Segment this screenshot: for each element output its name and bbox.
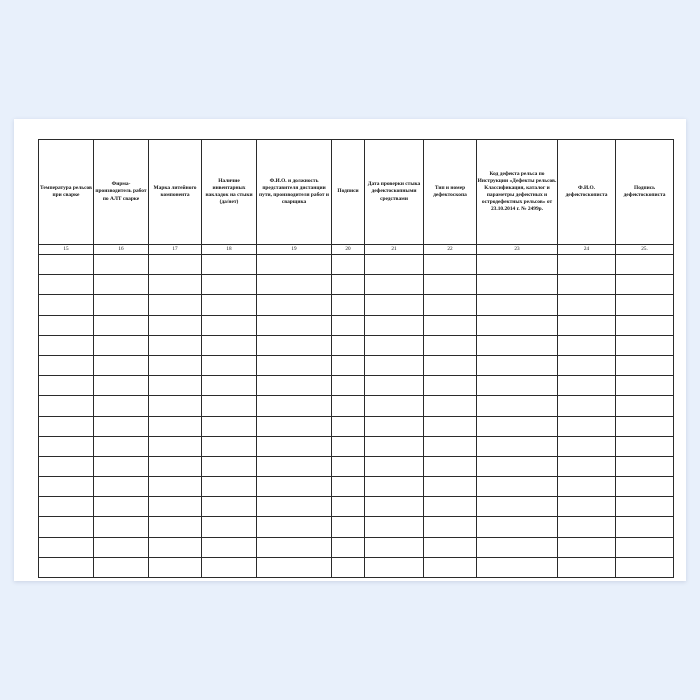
table-cell[interactable] [39, 376, 94, 396]
table-cell[interactable] [94, 456, 149, 476]
table-cell[interactable] [149, 255, 202, 275]
column-header: Подписи [332, 140, 365, 245]
column-number: 16 [94, 245, 149, 255]
table-cell[interactable] [94, 416, 149, 436]
table-cell[interactable] [365, 396, 424, 416]
column-header: Наличие инвентарных накладок на стыки (да/нет) [202, 140, 257, 245]
table-cell[interactable] [365, 275, 424, 295]
column-header: Марка литейного компонента [149, 140, 202, 245]
table-cell[interactable] [94, 335, 149, 355]
table-cell[interactable] [558, 517, 616, 537]
table-cell[interactable] [149, 517, 202, 537]
table-cell[interactable] [616, 255, 674, 275]
table-cell[interactable] [332, 436, 365, 456]
table-cell[interactable] [558, 456, 616, 476]
table-cell[interactable] [558, 557, 616, 577]
column-number: 17 [149, 245, 202, 255]
table-cell[interactable] [616, 416, 674, 436]
column-number: 25. [616, 245, 674, 255]
table-cell[interactable] [202, 396, 257, 416]
table-cell[interactable] [616, 335, 674, 355]
form-table [38, 139, 674, 578]
table-cell[interactable] [424, 355, 477, 375]
table-row [39, 315, 674, 335]
table-row [39, 355, 674, 375]
table-row [39, 456, 674, 476]
table-cell[interactable] [39, 396, 94, 416]
table-cell[interactable] [202, 255, 257, 275]
table-cell[interactable] [202, 355, 257, 375]
table-cell[interactable] [424, 315, 477, 335]
table-cell[interactable] [257, 456, 332, 476]
table-body [39, 255, 674, 578]
table-cell[interactable] [616, 557, 674, 577]
table-row [39, 477, 674, 497]
table-cell[interactable] [202, 315, 257, 335]
column-number: 15 [39, 245, 94, 255]
table-cell[interactable] [332, 416, 365, 436]
table-cell[interactable] [365, 416, 424, 436]
table-cell[interactable] [365, 537, 424, 557]
table-cell[interactable] [365, 436, 424, 456]
table-row [39, 537, 674, 557]
table-cell[interactable] [202, 456, 257, 476]
column-header: Тип и номер дефектоскопа [424, 140, 477, 245]
table-cell[interactable] [332, 355, 365, 375]
table-cell[interactable] [257, 376, 332, 396]
table-cell[interactable] [202, 477, 257, 497]
column-number: 21 [365, 245, 424, 255]
table-cell[interactable] [616, 517, 674, 537]
table-cell[interactable] [558, 255, 616, 275]
table-row [39, 416, 674, 436]
column-number: 22 [424, 245, 477, 255]
table-cell[interactable] [365, 557, 424, 577]
table-cell[interactable] [149, 275, 202, 295]
table-cell[interactable] [424, 537, 477, 557]
table-cell[interactable] [558, 355, 616, 375]
table-cell[interactable] [558, 416, 616, 436]
table-cell[interactable] [202, 416, 257, 436]
table-cell[interactable] [616, 477, 674, 497]
table-cell[interactable] [477, 456, 558, 476]
table-cell[interactable] [94, 396, 149, 416]
document-sheet [14, 119, 686, 581]
table-cell[interactable] [332, 537, 365, 557]
table-cell[interactable] [616, 537, 674, 557]
table-cell[interactable] [332, 517, 365, 537]
table-cell[interactable] [332, 315, 365, 335]
table-cell[interactable] [94, 376, 149, 396]
table-cell[interactable] [365, 497, 424, 517]
table-cell[interactable] [149, 557, 202, 577]
table-cell[interactable] [332, 477, 365, 497]
table-cell[interactable] [477, 376, 558, 396]
table-cell[interactable] [616, 436, 674, 456]
table-cell[interactable] [257, 355, 332, 375]
column-header: Температура рельсов при сварке [39, 140, 94, 245]
column-number: 18 [202, 245, 257, 255]
table-cell[interactable] [202, 517, 257, 537]
table-cell[interactable] [477, 295, 558, 315]
table-cell[interactable] [424, 477, 477, 497]
table-cell[interactable] [257, 557, 332, 577]
table-row [39, 295, 674, 315]
table-cell[interactable] [558, 436, 616, 456]
column-number: 19 [257, 245, 332, 255]
table-cell[interactable] [39, 295, 94, 315]
table-cell[interactable] [202, 335, 257, 355]
table-cell[interactable] [94, 255, 149, 275]
table-cell[interactable] [332, 295, 365, 315]
table-cell[interactable] [477, 537, 558, 557]
column-header: Ф.И.О. и должность представителя дистанции пути, производителя работ и сварщика [257, 140, 332, 245]
table-cell[interactable] [94, 315, 149, 335]
table-cell[interactable] [558, 537, 616, 557]
table-cell[interactable] [202, 376, 257, 396]
column-header: Ф.И.О. дефектоскописта [558, 140, 616, 245]
table-cell[interactable] [257, 436, 332, 456]
column-header: Дата проверки стыка дефектоскопными средствами [365, 140, 424, 245]
table-cell[interactable] [477, 517, 558, 537]
table-cell[interactable] [39, 517, 94, 537]
table-cell[interactable] [365, 456, 424, 476]
table-cell[interactable] [424, 376, 477, 396]
table-cell[interactable] [558, 295, 616, 315]
table-cell[interactable] [424, 295, 477, 315]
table-cell[interactable] [257, 335, 332, 355]
table-cell[interactable] [257, 315, 332, 335]
table-cell[interactable] [257, 295, 332, 315]
table-cell[interactable] [616, 497, 674, 517]
table-cell[interactable] [149, 497, 202, 517]
table-cell[interactable] [424, 275, 477, 295]
table-cell[interactable] [477, 396, 558, 416]
table-cell[interactable] [424, 497, 477, 517]
table-cell[interactable] [94, 477, 149, 497]
column-header: Код дефекта рельса по Инструкции «Дефекты рельсов. Классификация, каталог и параметры дефектных и остродефектных рельсов» от 23.10.2014 г. № 2499р. [477, 140, 558, 245]
table-cell[interactable] [257, 275, 332, 295]
table-cell[interactable] [149, 396, 202, 416]
table-row [39, 376, 674, 396]
table-cell[interactable] [94, 436, 149, 456]
table-cell[interactable] [477, 335, 558, 355]
table-cell[interactable] [202, 557, 257, 577]
table-cell[interactable] [202, 497, 257, 517]
table-cell[interactable] [424, 517, 477, 537]
table-cell[interactable] [424, 255, 477, 275]
table-cell[interactable] [477, 315, 558, 335]
table-cell[interactable] [616, 396, 674, 416]
column-number: 20 [332, 245, 365, 255]
table-cell[interactable] [39, 416, 94, 436]
table-cell[interactable] [332, 376, 365, 396]
table-cell[interactable] [94, 557, 149, 577]
table-cell[interactable] [332, 396, 365, 416]
table-cell[interactable] [424, 456, 477, 476]
table-row [39, 517, 674, 537]
table-cell[interactable] [149, 295, 202, 315]
table-cell[interactable] [257, 517, 332, 537]
table-cell[interactable] [202, 436, 257, 456]
column-number: 24 [558, 245, 616, 255]
table-cell[interactable] [616, 275, 674, 295]
table-cell[interactable] [149, 416, 202, 436]
table-cell[interactable] [365, 355, 424, 375]
table-cell[interactable] [94, 275, 149, 295]
column-number: 23 [477, 245, 558, 255]
table-cell[interactable] [257, 497, 332, 517]
table-cell[interactable] [257, 477, 332, 497]
table-row [39, 436, 674, 456]
table-cell[interactable] [39, 275, 94, 295]
header-row [39, 140, 674, 245]
table-cell[interactable] [257, 396, 332, 416]
table-cell[interactable] [477, 477, 558, 497]
column-header: Фирма-производитель работ по АЛТ сварке [94, 140, 149, 245]
table-cell[interactable] [424, 557, 477, 577]
table-cell[interactable] [39, 436, 94, 456]
table-cell[interactable] [149, 436, 202, 456]
table-row [39, 335, 674, 355]
table-cell[interactable] [616, 295, 674, 315]
table-cell[interactable] [39, 355, 94, 375]
table-cell[interactable] [39, 335, 94, 355]
table-cell[interactable] [558, 376, 616, 396]
table-cell[interactable] [477, 355, 558, 375]
table-cell[interactable] [477, 255, 558, 275]
table-cell[interactable] [477, 497, 558, 517]
table-cell[interactable] [558, 396, 616, 416]
table-row [39, 255, 674, 275]
table-cell[interactable] [424, 335, 477, 355]
table-cell[interactable] [365, 295, 424, 315]
table-cell[interactable] [558, 477, 616, 497]
table-cell[interactable] [257, 416, 332, 436]
table-cell[interactable] [39, 255, 94, 275]
table-cell[interactable] [39, 477, 94, 497]
table-cell[interactable] [149, 477, 202, 497]
column-number-row [39, 245, 674, 255]
table-cell[interactable] [477, 416, 558, 436]
table-row [39, 275, 674, 295]
table-cell[interactable] [332, 456, 365, 476]
table-cell[interactable] [616, 355, 674, 375]
table-cell[interactable] [332, 335, 365, 355]
table-row [39, 557, 674, 577]
table-cell[interactable] [332, 255, 365, 275]
table-cell[interactable] [39, 557, 94, 577]
table-cell[interactable] [424, 396, 477, 416]
table-cell[interactable] [616, 376, 674, 396]
table-cell[interactable] [365, 335, 424, 355]
table-cell[interactable] [365, 255, 424, 275]
table-cell[interactable] [558, 335, 616, 355]
table-cell[interactable] [477, 436, 558, 456]
table-cell[interactable] [365, 477, 424, 497]
table-cell[interactable] [149, 456, 202, 476]
column-header: Подпись дефектоскописта [616, 140, 674, 245]
table-cell[interactable] [365, 315, 424, 335]
table-cell[interactable] [149, 355, 202, 375]
table-cell[interactable] [365, 376, 424, 396]
table-cell[interactable] [149, 335, 202, 355]
table-cell[interactable] [332, 497, 365, 517]
table-cell[interactable] [558, 497, 616, 517]
table-cell[interactable] [332, 557, 365, 577]
table-cell[interactable] [616, 315, 674, 335]
table-cell[interactable] [332, 275, 365, 295]
table-cell[interactable] [202, 275, 257, 295]
table-cell[interactable] [202, 537, 257, 557]
table-cell[interactable] [39, 497, 94, 517]
table-cell[interactable] [558, 315, 616, 335]
table-cell[interactable] [149, 376, 202, 396]
table-row [39, 396, 674, 416]
table-cell[interactable] [94, 355, 149, 375]
table-cell[interactable] [477, 557, 558, 577]
table-cell[interactable] [616, 456, 674, 476]
table-cell[interactable] [558, 275, 616, 295]
table-header [39, 140, 674, 255]
table-cell[interactable] [202, 295, 257, 315]
table-cell[interactable] [94, 295, 149, 315]
table-cell[interactable] [39, 456, 94, 476]
table-row [39, 497, 674, 517]
table-cell[interactable] [424, 436, 477, 456]
table-cell[interactable] [257, 255, 332, 275]
table-cell[interactable] [257, 537, 332, 557]
table-cell[interactable] [94, 517, 149, 537]
table-cell[interactable] [39, 537, 94, 557]
table-cell[interactable] [94, 537, 149, 557]
table-cell[interactable] [365, 517, 424, 537]
table-cell[interactable] [477, 275, 558, 295]
table-cell[interactable] [39, 315, 94, 335]
table-cell[interactable] [149, 315, 202, 335]
table-cell[interactable] [149, 537, 202, 557]
table-cell[interactable] [94, 497, 149, 517]
table-cell[interactable] [424, 416, 477, 436]
